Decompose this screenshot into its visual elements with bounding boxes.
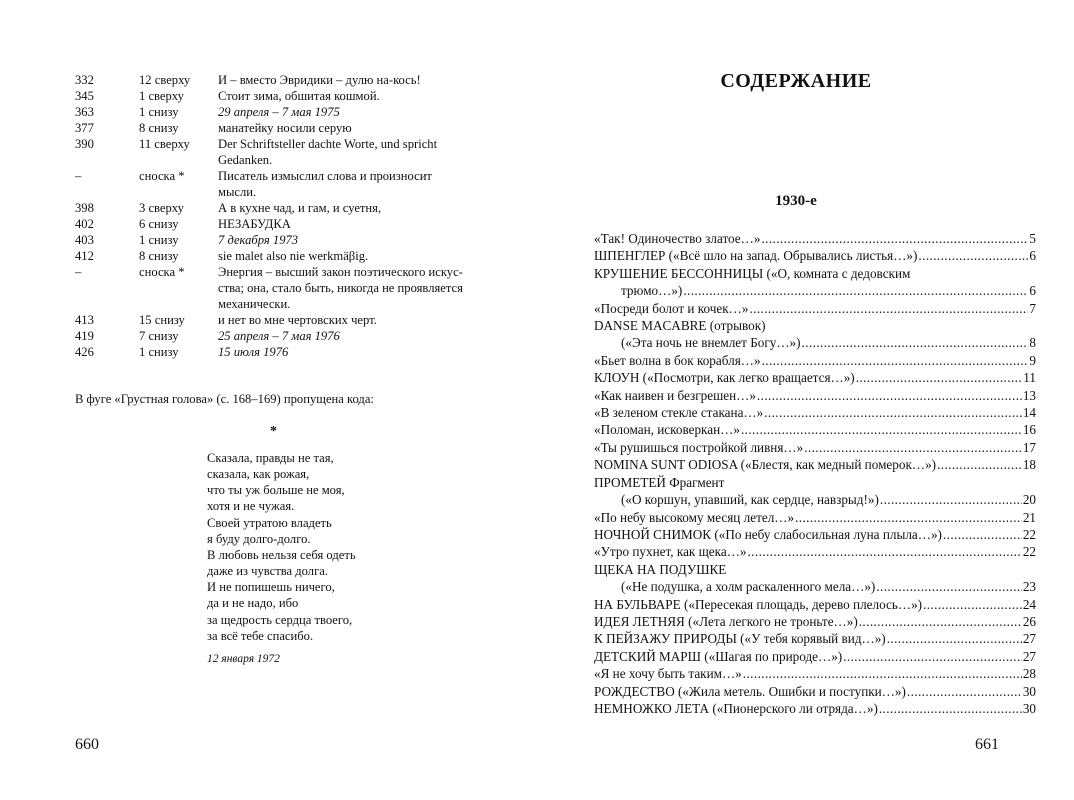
toc-entry-page: 27 — [1022, 631, 1036, 647]
dot-leader — [743, 665, 1022, 682]
toc-entry — [594, 421, 1036, 438]
toc-entry — [594, 648, 1036, 665]
errata-text: Энергия – высший закон поэтического искус- — [218, 265, 463, 279]
toc-entry — [594, 526, 1036, 543]
errata-text: Der Schriftsteller dachte Worte, und spricht — [218, 137, 438, 151]
errata-page — [75, 280, 139, 296]
errata-row — [75, 296, 485, 312]
toc-entry-title: «Ты рушишься постройкой ливня…» — [594, 439, 804, 455]
errata-page: 363 — [75, 105, 94, 119]
errata-text: 7 декабря 1973 — [218, 233, 299, 247]
toc-entry-page: 22 — [1022, 544, 1036, 560]
errata-location — [139, 152, 218, 168]
toc-entry — [594, 230, 1036, 247]
dot-leader — [762, 352, 1029, 369]
errata-row — [75, 280, 485, 296]
errata-page: 412 — [75, 249, 94, 263]
contents-title: СОДЕРЖАНИЕ — [720, 70, 872, 92]
poem-line: И не попишешь ничего, — [207, 580, 335, 595]
errata-row — [75, 216, 485, 232]
dot-leader — [937, 456, 1022, 473]
errata-page: 402 — [75, 217, 94, 231]
toc-entry — [594, 404, 1036, 421]
toc-entry-page: 28 — [1022, 666, 1036, 682]
section-heading: 1930-е — [775, 193, 817, 209]
dot-leader — [876, 578, 1021, 595]
table-of-contents — [594, 230, 1036, 717]
dot-leader — [804, 439, 1022, 456]
errata-row — [75, 312, 485, 328]
toc-entry-title: («Эта ночь не внемлет Богу…») — [621, 335, 801, 351]
toc-entry-title: трюмо…») — [621, 283, 683, 299]
errata-text: sie malet also nie werkmäβig. — [218, 249, 369, 263]
toc-entry-title: КЛОУН («Посмотри, как легко вращается…») — [594, 370, 855, 386]
errata-row — [75, 200, 485, 216]
toc-entry-page: 24 — [1022, 596, 1036, 612]
dot-leader — [923, 596, 1022, 613]
errata-row — [75, 184, 485, 200]
toc-entry — [594, 543, 1036, 560]
toc-entry-title: ДЕТСКИЙ МАРШ («Шагая по природе…») — [594, 648, 843, 664]
poem-line: да и не надо, ибо — [207, 596, 299, 611]
toc-entry — [594, 352, 1036, 369]
right-page — [537, 0, 1074, 800]
dot-leader — [761, 230, 1028, 247]
toc-entry-page: 26 — [1022, 613, 1036, 629]
errata-text: манатейку носили серую — [218, 121, 352, 135]
toc-entry-page: 30 — [1022, 683, 1036, 699]
dot-leader — [879, 700, 1022, 717]
toc-entry-title: («О коршун, упавший, как сердце, навзрыд!») — [621, 492, 879, 508]
errata-row — [75, 72, 485, 88]
errata-page: – — [75, 265, 82, 279]
toc-entry-page: 20 — [1022, 492, 1036, 508]
page-number-left: 660 — [75, 736, 99, 753]
toc-entry — [594, 665, 1036, 682]
toc-entry — [594, 369, 1036, 386]
dot-leader — [907, 683, 1022, 700]
toc-entry-title: NOMINA SUNT ODIOSA («Блестя, как медный померок…») — [594, 457, 937, 473]
errata-text: механически. — [218, 297, 291, 311]
errata-row — [75, 136, 485, 152]
toc-entry-title: «Так! Одиночество златое…» — [594, 231, 761, 246]
toc-entry-title: НА БУЛЬВАРЕ («Пересекая площадь, дерево плелось…») — [594, 596, 923, 612]
poem-line: что ты уж больше не моя, — [207, 483, 345, 498]
errata-row — [75, 328, 485, 344]
errata-location: 8 снизу — [139, 121, 179, 135]
errata-row — [75, 88, 485, 104]
toc-entry-title: «Поломан, исковеркан…» — [594, 422, 740, 438]
toc-entry-title: «По небу высокому месяц летел…» — [594, 509, 795, 525]
errata-row — [75, 344, 485, 360]
toc-entry-page: 6 — [1029, 283, 1036, 299]
errata-text: 15 июля 1976 — [218, 345, 289, 359]
errata-location: 1 сверху — [139, 89, 184, 103]
toc-entry-title: «Бьет волна в бок корабля…» — [594, 352, 761, 368]
dot-leader — [749, 300, 1028, 317]
toc-entry — [594, 509, 1036, 526]
errata-location: 15 снизу — [139, 313, 185, 327]
toc-entry-page: 6 — [1029, 248, 1036, 264]
toc-entry-page: 17 — [1022, 439, 1036, 455]
errata-location: сноска * — [139, 265, 185, 279]
errata-text: мысли. — [218, 185, 257, 199]
toc-entry: ЩЕКА НА ПОДУШКЕ — [594, 561, 727, 577]
errata-location — [139, 296, 218, 312]
dot-leader — [887, 630, 1022, 647]
toc-entry-title: ИДЕЯ ЛЕТНЯЯ («Лета легкого не троньте…») — [594, 613, 858, 629]
toc-entry-page: 8 — [1029, 335, 1036, 351]
poem-line: даже из чувства долга. — [207, 564, 328, 579]
poem-line: за щедрость сердца твоего, — [207, 612, 353, 627]
errata-row — [75, 264, 485, 280]
errata-page: 377 — [75, 121, 94, 135]
toc-entry-page: 23 — [1022, 579, 1036, 595]
toc-entry — [594, 439, 1036, 456]
dot-leader — [843, 648, 1022, 665]
dot-leader — [683, 282, 1028, 299]
toc-entry-page: 7 — [1029, 300, 1036, 316]
errata-page: 413 — [75, 313, 94, 327]
errata-text: ства; она, стало быть, никогда не проявляется — [218, 281, 463, 295]
errata-row — [75, 248, 485, 264]
errata-text: 25 апреля – 7 мая 1976 — [218, 329, 340, 343]
toc-entry-title: «В зеленом стекле стакана…» — [594, 405, 764, 421]
errata-text: А в кухне чад, и гам, и суетня, — [218, 201, 382, 215]
poem-line: В любовь нельзя себя одеть — [207, 547, 356, 562]
errata-row — [75, 168, 485, 184]
errata-text: Стоит зима, обшитая кошмой. — [218, 89, 380, 103]
toc-entry — [594, 387, 1036, 404]
toc-entry — [594, 578, 1036, 595]
toc-entry: КРУШЕНИЕ БЕССОННИЦЫ («О, комната с дедовским — [594, 265, 911, 281]
toc-entry-page: 14 — [1022, 405, 1036, 421]
errata-page — [75, 152, 139, 168]
toc-entry — [594, 282, 1036, 299]
errata-page: 398 — [75, 201, 94, 215]
toc-entry-title: НЕМНОЖКО ЛЕТА («Пионерского ли отряда…») — [594, 700, 878, 716]
toc-entry-title: («Не подушка, а холм раскаленного мела…») — [621, 579, 876, 595]
dot-leader — [741, 421, 1022, 438]
toc-entry — [594, 683, 1036, 700]
dot-leader — [880, 491, 1022, 508]
toc-entry-title: «Посреди болот и кочек…» — [594, 300, 749, 316]
dot-leader — [764, 404, 1022, 421]
poem-line: Сказала, правды не тая, — [207, 451, 334, 465]
errata-row — [75, 120, 485, 136]
toc-entry-title: «Как наивен и безгрешен…» — [594, 387, 756, 403]
toc-entry-page: 18 — [1022, 457, 1036, 473]
toc-entry-page: 27 — [1022, 648, 1036, 664]
errata-page: 332 — [75, 73, 94, 87]
toc-entry-title: К ПЕЙЗАЖУ ПРИРОДЫ («У тебя корявый вид…») — [594, 631, 886, 647]
errata-location: 1 снизу — [139, 233, 179, 247]
errata-location: 3 сверху — [139, 201, 184, 215]
errata-location — [139, 280, 218, 296]
toc-entry-title: «Я не хочу быть таким…» — [594, 666, 742, 682]
errata-location: 6 снизу — [139, 217, 179, 231]
dot-leader — [795, 509, 1022, 526]
errata-location — [139, 184, 218, 200]
dot-leader — [943, 526, 1022, 543]
errata-page: 426 — [75, 345, 94, 359]
dot-leader — [802, 334, 1029, 351]
toc-entry-title: НОЧНОЙ СНИМОК («По небу слабосильная луна плыла…») — [594, 526, 942, 542]
toc-entry-page: 30 — [1022, 700, 1036, 716]
toc-entry-page: 22 — [1022, 526, 1036, 542]
poem-line: Своей утратою владеть — [207, 515, 332, 530]
errata-page: – — [75, 169, 82, 183]
errata-location: 7 снизу — [139, 329, 179, 343]
toc-entry-page: 5 — [1029, 231, 1036, 246]
toc-entry-page: 11 — [1023, 370, 1036, 386]
toc-entry — [594, 613, 1036, 630]
dot-leader — [856, 369, 1023, 386]
errata-text: Gedanken. — [218, 153, 273, 167]
dot-leader — [859, 613, 1022, 630]
dot-leader — [747, 543, 1021, 560]
errata-page: 345 — [75, 89, 94, 103]
poem-star: * — [270, 424, 277, 439]
errata-page: 419 — [75, 329, 94, 343]
errata-row — [75, 232, 485, 248]
toc-entry-page: 21 — [1022, 509, 1036, 525]
errata-location: 11 сверху — [139, 137, 190, 151]
poem-line: хотя и не чужая. — [207, 499, 295, 514]
toc-entry — [594, 334, 1036, 351]
toc-entry-page: 13 — [1022, 387, 1036, 403]
toc-entry-title: ШПЕНГЛЕР («Всё шло на запад. Обрывались листья…») — [594, 248, 918, 264]
poem-line: за всё тебе спасибо. — [207, 628, 314, 643]
toc-entry — [594, 491, 1036, 508]
errata-page — [75, 296, 139, 312]
errata-location: 8 снизу — [139, 249, 179, 263]
toc-entry: DANSE MACABRE (отрывок) — [594, 318, 766, 334]
toc-entry — [594, 456, 1036, 473]
poem — [207, 450, 356, 644]
dot-leader — [918, 247, 1028, 264]
toc-entry-title: «Утро пухнет, как щека…» — [594, 544, 747, 560]
dot-leader — [757, 387, 1022, 404]
errata-location: 1 снизу — [139, 105, 179, 119]
errata-row — [75, 104, 485, 120]
errata-page — [75, 184, 139, 200]
toc-entry-page: 16 — [1022, 422, 1036, 438]
toc-entry — [594, 247, 1036, 264]
errata-text: НЕЗАБУДКА — [218, 217, 291, 231]
page-number-right: 661 — [975, 736, 999, 753]
toc-entry — [594, 700, 1036, 717]
errata-text: и нет во мне чертовских черт. — [218, 313, 377, 327]
errata-text: 29 апреля – 7 мая 1975 — [218, 105, 340, 119]
errata-row — [75, 152, 485, 168]
poem-date: 12 января 1972 — [207, 653, 280, 665]
fugue-note: В фуге «Грустная голова» (с. 168–169) пропущена кода: — [75, 392, 374, 406]
toc-entry — [594, 300, 1036, 317]
errata-location: 12 сверху — [139, 73, 191, 87]
errata-page: 390 — [75, 137, 94, 151]
errata-location: сноска * — [139, 169, 185, 183]
errata-text: Писатель измыслил слова и произносит — [218, 169, 432, 183]
poem-line: я буду долго-долго. — [207, 531, 311, 546]
toc-entry — [594, 596, 1036, 613]
poem-line: сказала, как рожая, — [207, 467, 310, 482]
errata-location: 1 снизу — [139, 345, 179, 359]
errata-page: 403 — [75, 233, 94, 247]
errata-text: И – вместо Эвридики – дулю на-кось! — [218, 73, 421, 87]
toc-entry — [594, 630, 1036, 647]
toc-entry-title: РОЖДЕСТВО («Жила метель. Ошибки и поступки…») — [594, 683, 906, 699]
toc-entry-page: 9 — [1029, 352, 1036, 368]
toc-entry: ПРОМЕТЕЙ Фрагмент — [594, 474, 725, 490]
errata-table — [75, 72, 485, 360]
